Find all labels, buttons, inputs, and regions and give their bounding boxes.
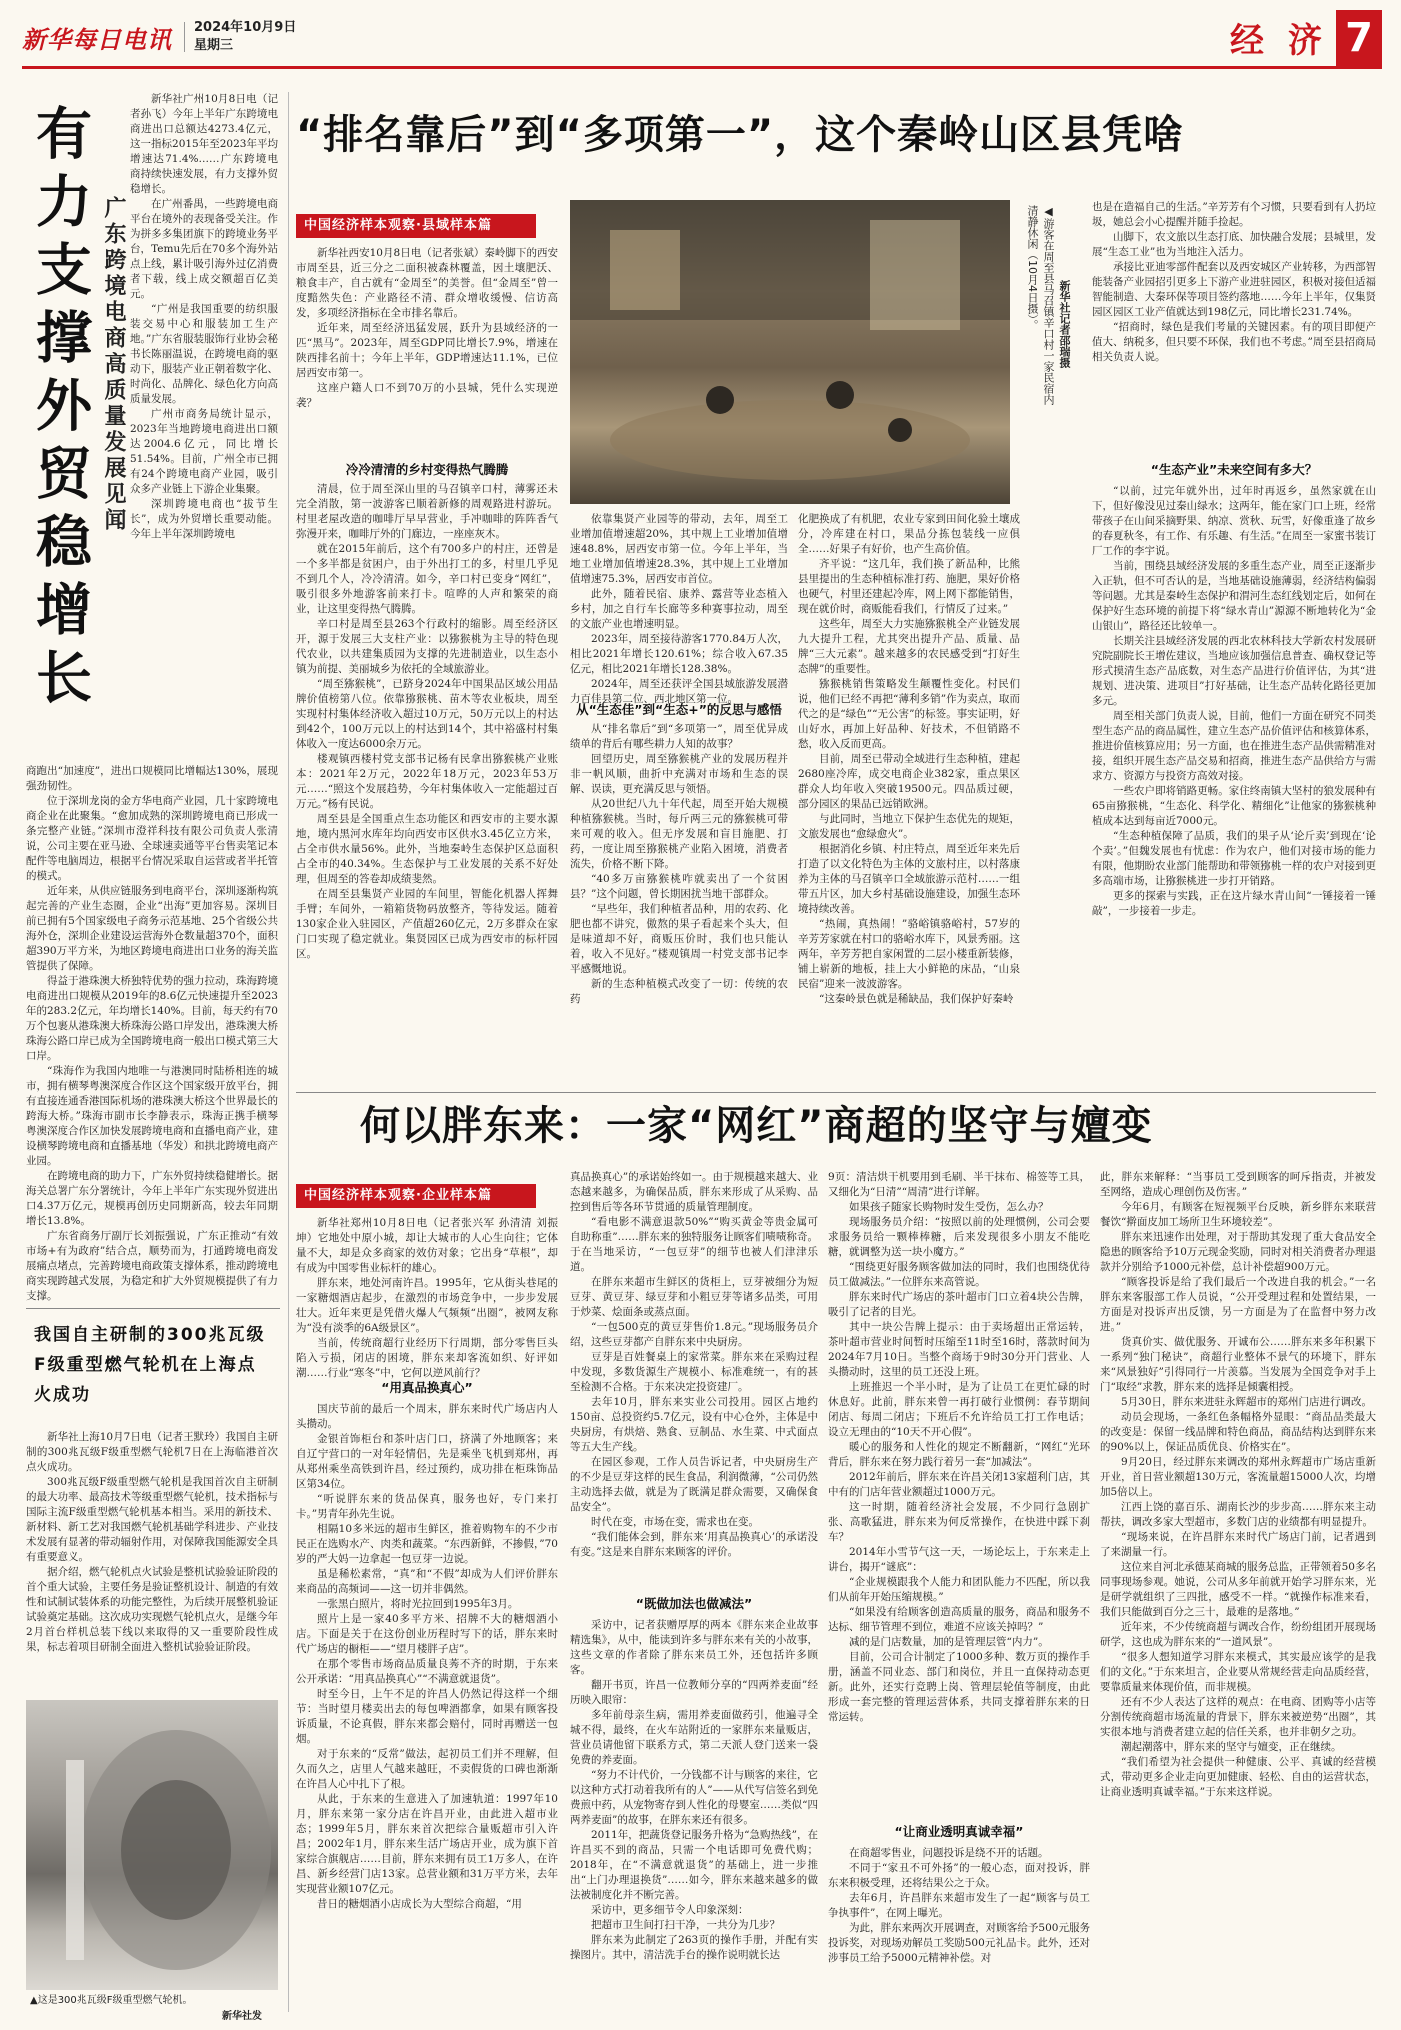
- paragraph: 豆芽是百姓餐桌上的家常菜。胖东来在采购过程中发现，多数货源生产规模小、标准难统一，有的甚至检测不合格。于东来决定投资建厂。: [570, 1351, 818, 1393]
- paragraph: 把超市卫生间打扫干净，一共分为几步？: [591, 1919, 780, 1931]
- paragraph: “我们能体会到，胖东来‘用真品换真心’的承诺没有变。”这是来自胖东来顾客的评价。: [570, 1531, 818, 1558]
- paragraph: 在跨境电商的助力下，广东外贸持续稳健增长。据海关总署广东分署统计，今年上半年广东实现外贸进出口4.37万亿元，规模再创历史同期新高，较去年同期增长13.8%。: [26, 1170, 278, 1227]
- top-subhead-2: 从“生态佳”到“生态+”的反思与感悟: [576, 702, 782, 717]
- turbine-article-body: [26, 1430, 278, 1690]
- column-rule: [288, 92, 289, 2012]
- paragraph: 辛口村是周至县263个行政村的缩影。周至经济区开，源于发展三大支柱产业：以猕猴桃为主导的特色现代农业，以共建集质园为支撑的先进制造业，以生态小镇为前提、美丽城乡为依托的全域旅游业。: [296, 618, 558, 675]
- homestay-photo-credit: 新华社记者邵瑞摄: [1058, 280, 1071, 368]
- paragraph: 采访中，记者获赠厚厚的两本《胖东来企业故事精选集》，从中，能读到许多与胖东来有关的小故事，这些文章的作者除了胖东来员工外，还包括许多顾客。: [570, 1619, 818, 1676]
- paragraph: 在那个零售市场商品质量良莠不齐的时期，于东来公开承诺：“用真品换真心”“不满意就退货”。: [296, 1658, 558, 1685]
- paragraph: 更多的探索与实践，正在这片绿水青山间“一锤接着一锤敲”，一步接着一步走。: [1092, 890, 1376, 917]
- paragraph: 广州市商务局统计显示，2023年当地跨境电商进出口额达2004.6亿元，同比增长51.54%。目前，广州全市已拥有24个跨境电商产业园，吸引众多产业链上下游企业集聚。: [130, 408, 278, 495]
- left-headline: 有力支撑外贸稳增长: [27, 104, 92, 716]
- bottom-col-a2: [296, 1402, 558, 2014]
- paragraph: “这秦岭景色就是稀缺品，我们保护好秦岭: [819, 993, 1014, 1005]
- bottom-col-c: [828, 1170, 1090, 1810]
- paragraph: 广东省商务厅副厅长刘振强说，广东正推动“有效市场+有为政府”结合点，顺势而为，打通跨境电商发展痛点堵点，完善跨境电商政策支撑体系，推动跨境电商实现跨越式发展，为稳定和扩大外贸规模提供了有力支撑。: [26, 1230, 278, 1302]
- top-col-c: [798, 512, 1020, 1082]
- homestay-photo: [570, 200, 1010, 504]
- paragraph: 楼观镇西楼村党支部书记杨有民拿出猕猴桃产业账本：2021年2万元，2022年18万元，2023年53万元……“照这个发展趋势，今年村集体收入一定能超过百万元。”杨有民说。: [296, 753, 558, 810]
- bottom-subhead-1: “用真品换真心”: [381, 1380, 473, 1395]
- paragraph: 当前，围绕县域经济发展的多重生态产业，周至正逐渐步入正轨，但不可否认的是，当地基础设施薄弱，经济结构偏弱等问题。尤其是秦岭生态保护和渭河生态红线划定后，如何在保护好生态环境的前提下将“绿水青山”源源不断地转化为“金山银山”，路径还比较单一。: [1092, 560, 1376, 632]
- paragraph: “热闹，真热闹！”骆峪镇骆峪村，57岁的辛芳芳家就在村口的骆峪水库下，风景秀丽。这两年，辛芳芳把自家闲置的二层小楼重新装修，铺上崭新的地板，挂上大小鲜艳的床品，“山泉民宿”迎来一波波游客。: [798, 918, 1020, 990]
- paragraph: 2014年小雪节气这一天，一场论坛上，于东来走上讲台，揭开“谜底”：: [828, 1546, 1090, 1573]
- paragraph: “招商时，绿色是我们考量的关键因素。有的项目即便产值大、纳税多，但只要不环保，我们也不考虑。”周至县招商局相关负责人说。: [1092, 321, 1376, 363]
- article-separator: [26, 1308, 280, 1309]
- paragraph: 今年6月，有顾客在短视频平台反映，新乡胖东来联营餐饮“擀面皮加工场所卫生环境较差”。: [1100, 1201, 1376, 1228]
- top-subhead-1: 冷冷清清的乡村变得热气腾腾: [345, 462, 509, 477]
- top-col-b2: [570, 722, 788, 1082]
- turbine-illustration: [26, 1700, 278, 1990]
- paragraph: 周至县是全国重点生态功能区和西安市的主要水源地，境内黑河水库年均向西安市区供水3.45亿立方米，占全市供水量56%。此外，当地秦岭生态保护区总面积占全市的40.34%。生态保护与工业发展的关系不好处理，但周至的答卷却成绩斐然。: [296, 813, 558, 885]
- paragraph: 就在2015年前后，这个有700多户的村庄，还曾是一个多半都是贫困户，由于外出打工的多，村里几乎见不到几个人，冷冷清清。如今，辛口村已变身“网红”，吸引很多外地游客前来打卡。喧哗的人声和繁荣的商业，让这里变得热气腾腾。: [296, 543, 558, 615]
- paragraph: 承接比亚迪零部件配套以及西安城区产业转移，为西部智能装备产业园招引更多上下游产业进驻园区，积极对接但适福智能制造、大秦环保等项目签约落地……今年上半年，仅集贤园区园区工业产值就达到198亿元，同比增长231.74%。: [1092, 261, 1376, 318]
- bottom-col-a: [296, 1216, 558, 1379]
- bottom-article-tag: 中国经济样本观察·企业样本篇: [296, 1184, 536, 1208]
- paragraph: 上班推迟一个半小时，是为了让员工在更忙碌的时休息好。此前，胖东来曾一再打破行业惯例：春节期间闭店、每周二闭店；下班后不允许给员工打工作电话；设立无理由的“10天不开心假”。: [828, 1381, 1090, 1438]
- paragraph: “企业规模跟我个人能力和团队能力不匹配，所以我们从前年开始压缩规模。”: [828, 1576, 1090, 1603]
- paragraph: “我们希望为社会提供一种健康、公平、真诚的经营模式，带动更多企业走向更加健康、轻松、自由的运营状态，让商业透明真诚幸福。”于东来这样说。: [1100, 1756, 1376, 1798]
- paragraph: 与此同时，当地立下保护生态优先的规矩，文旅发展也“愈绿愈火”。: [798, 813, 1020, 840]
- paragraph: 如果孩子随家长购物时发生受伤，怎么办？: [849, 1201, 1049, 1213]
- paragraph: “现场来说，在许昌胖东来时代广场店门前，记者遇到了来湖量一行。: [1100, 1531, 1376, 1558]
- paragraph: 300兆瓦级F级重型燃气轮机是我国首次自主研制的最大功率、最高技术等级重型燃气轮机，技术指标与国际主流F级重型燃气轮机基本相当。采用的新技术、新材料、新工艺对我国燃气轮机基础学科进步、产业技术发展有显著的带动辐射作用，对保障我国能源安全具有重要意义。: [26, 1476, 278, 1563]
- bottom-col-b2: [570, 1618, 818, 2014]
- paragraph: 近年来，周至经济迅猛发展，跃升为县域经济的一匹“黑马”。2023年，周至GDP同比增长7.9%，增速在陕西排名前十；今年上半年，GDP增速达11.1%，已位居西安市第一。: [296, 322, 558, 379]
- paragraph: 从20世纪八九十年代起，周至开始大规模种植猕猴桃。当时，每斤两三元的猕猴桃可带来可观的收入。但无序发展和盲目施肥、打药，一度让周至猕猴桃产业陷入困境，消费者流失，价格不断下降。: [570, 798, 788, 870]
- paragraph: 为此，胖东来两次开展调查，对顾客给予500元服务投诉奖，对现场劝解员工奖励500元礼品卡。此外，还对涉事员工给予5000元精神补偿。对: [828, 1922, 1090, 1964]
- paragraph: 清晨，位于周至深山里的马召镇辛口村，薄雾还未完全消散，第一波游客已顺着新修的周观路进村游玩。村里老屋改造的咖啡厅早早营业，手冲咖啡的阵阵香气弥漫开来，咖啡厅外的门廊边，一座座灰木。: [296, 483, 558, 540]
- top-col-b: [570, 512, 788, 705]
- paragraph: “听说胖东来的货品保真，服务也好，专门来打卡。”男青年孙先生说。: [296, 1493, 558, 1520]
- bottom-subhead-2: “既做加法也做减法”: [635, 1596, 753, 1611]
- top-col-d2: [1092, 484, 1376, 1082]
- paragraph: “以前，过完年就外出，过年时再返乡，虽然家就在山下，但好像没见过秦山绿水；这两年，能在家门口上班，经常带孩子在山间采摘野果、纳凉、赏秋、玩雪，好像重逢了故乡的春夏秋冬，有工作、有乐趣、有生活。”在周至一家蜜书装订厂工作的李宇说。: [1092, 485, 1376, 557]
- header-rule: [22, 66, 1382, 69]
- paragraph: 2024年，周至还获评全国县域旅游发展潜力百佳县第二位、西北地区第一位。: [570, 678, 788, 705]
- paragraph: 昔日的糖烟酒小店成长为大型综合商超，“用: [317, 1898, 522, 1910]
- paragraph: 这座户籍人口不到70万的小县城，凭什么实现逆袭？: [296, 382, 558, 409]
- paragraph: 商跑出“加速度”，进出口规模同比增幅达130%，展现强劲韧性。: [26, 765, 278, 792]
- paragraph: 此，胖东来解释：“当事员工受到顾客的呵斥指责，并被发至网络，造成心理创伤及伤害。”: [1100, 1171, 1376, 1198]
- paragraph: 在广州番禺，一些跨境电商平台在境外的表现备受关注。作为拼多多集团旗下的跨境业务平台，Temu先后在70多个海外站点上线，累计吸引海外过亿消费者下载，线上成交额超百亿美元。: [130, 198, 278, 300]
- turbine-headline: 我国自主研制的300兆瓦级F级重型燃气轮机在上海点火成功: [34, 1325, 266, 1405]
- paragraph: 2023年，周至接待游客1770.84万人次，相比2021年增长120.61%；综合收入67.35亿元，相比2021年增长128.38%。: [570, 633, 788, 675]
- paragraph: 也是在造福自己的生活。”辛芳芳有个习惯，只要看到有人扔垃圾，她总会小心提醒并随手捡起。: [1092, 201, 1376, 228]
- paragraph: 从此，于东来的生意进入了加速轨道：1997年10月，胖东来第一家分店在许昌开业，由此进入超市业态；1999年5月，胖东来首次把综合量贩超市引入许昌；2002年1月，胖东来生活广场店开业，成为旗下首家综合旗舰店……目前，胖东来拥有员工1万多人，在许昌、新乡经营门店13家。总营业额和31万平方米，去年实现营业额107亿元。: [296, 1793, 558, 1895]
- paragraph: 去年10月，胖东来实业公司投用。园区占地约150亩、总投资约5.7亿元，设有中心仓外，主体是中央厨房，有烘焙、熟食、豆制品、水生菜、中式面点等五大生产线。: [570, 1396, 818, 1453]
- paragraph: 据介绍，燃气轮机点火试验是整机试验验证阶段的首个重大试验，主要任务是验证整机设计、制造的有效性和试制试装体系的功能完整性，为后续开展整机验证试验奠定基础。这次成功实现燃气轮机点火，是继今年2月首台样机总装下线以来取得的又一重要阶段性成果，标志着项目研制全面进入整机试验验证阶段。: [26, 1566, 278, 1653]
- paragraph: 采访中，更多细节令人印象深刻：: [591, 1904, 749, 1916]
- turbine-photo: [26, 1700, 278, 1990]
- paragraph: 新华社广州10月8日电（记者孙飞）今年上半年广东跨境电商进出口总额达4273.4亿元，这一指标2015年至2023年平均增速达71.4%……广东跨境电商持续快速发展，有力支撑外贸稳增长。: [130, 93, 278, 195]
- newspaper-logo: 新华每日电讯: [22, 25, 172, 54]
- paragraph: “努力不计代价，一分钱都不计与顾客的来往，它以这种方式打动着我所有的人”——从代写信签名到免费煎中药，从宠物寄存到人性化的母婴室……类似“四两养麦面”的故事，在胖东来还有很多。: [570, 1769, 818, 1826]
- paragraph: 在园区参观，工作人员告诉记者，中央厨房生产的不少是豆芽这样的民生食品，利润微薄，“公司仍然主动选择去做，就是为了既满足群众需要，又确保食品安全”。: [570, 1456, 818, 1513]
- paragraph: 相隔10多米远的超市生鲜区，推着购物车的不少市民正在选购水产、肉类和蔬菜。“东西新鲜，不掺假，”70岁的严大妈一边拿起一包豆芽一边说。: [296, 1523, 558, 1565]
- paragraph: 胖东来，地处河南许昌。1995年，它从街头巷尾的一家糖烟酒店起步，在激烈的市场竞争中，一步步发展壮大。近年来更是凭借火爆人气频频“出圈”，被网友称为“没有淡季的6A级景区”。: [296, 1277, 558, 1334]
- paragraph: 潮起潮落中，胖东来的坚守与嬗变，正在继续。: [1121, 1741, 1342, 1753]
- paragraph: 一张黑白照片，将时光拉回到1995年3月。: [317, 1598, 519, 1610]
- paragraph: 这位来自河北承德某商城的服务总监，正带领着50多名同事现场参观。她说，公司从多年前就开始学习胖东来，光是研学就组织了三四批，感受不一样。“就操作标准来看，我们只能做到百分之三十，最难的是落地。”: [1100, 1561, 1376, 1618]
- paragraph: 新华社郑州10月8日电（记者张兴军 孙清清 刘振坤）它地处中原小城，却让大城市的人心生向往；它体量不大，却是众多商家的效仿对象；它出身“草根”，却有成为中国零售业标杆的雄心。: [296, 1217, 558, 1274]
- paragraph: 此外，随着民宿、康养、露营等业态植入乡村，加之自行车长廊等多种赛事拉动，周至的文旅产业也增速明显。: [570, 588, 788, 630]
- paragraph: 时代在变，市场在变，需求也在变。: [591, 1516, 759, 1528]
- top-col-a2: [296, 482, 558, 1082]
- paragraph: 新华社上海10月7日电（记者王默玲）我国自主研制的300兆瓦级F级重型燃气轮机7日在上海临港首次点火成功。: [26, 1431, 278, 1473]
- paragraph: 齐平说：“这几年，我们换了新品种，比熊县里提出的生态种植标准打药、施肥，果好价格也硬气，村里还建起冷库，网上网下都能销售，现在就价时，商贩能看我们，行情反了过来。”: [798, 558, 1020, 615]
- top-col-a: [296, 246, 558, 456]
- paragraph: 在商超零售业，问题投诉是绕不开的话题。: [849, 1847, 1049, 1859]
- paragraph: “40多万亩猕猴桃咋就卖出了一个贫困县？”这个问题，曾长期困扰当地干部群众。: [570, 873, 788, 900]
- paragraph: 对于东来的“反常”做法，起初员工们并不理解，但久而久之，店里人气越来越旺，不卖假货的口碑也渐渐在许昌人心中扎下了根。: [296, 1748, 558, 1790]
- paragraph: 货真价实、做优服务、开诚布公……胖东来多年积累下一系列“独门秘诀”，商超行业整体不景气的环境下，胖东来“风景独好”引得同行一片羡慕。当发展为全国竞争对手上门“取经”求教，胖东来的选择是倾囊相授。: [1100, 1336, 1376, 1393]
- paragraph: 9月20日，经过胖东来调改的郑州永辉超市广场店重新开业，首日营业额超130万元，客流量超15000人次，均增加5倍以上。: [1100, 1456, 1376, 1498]
- paragraph: 还有不少人表达了这样的观点：在电商、团购等小店等分割传统商超市场流量的背景下，胖东来被逆势“出圈”，其实很本地与消费者建立起的信任关系，也并非朝夕之功。: [1100, 1696, 1376, 1738]
- paragraph: “广州是我国重要的纺织服装交易中心和服装加工生产地。”广东省服装服饰行业协会秘书长陈丽温说，在跨境电商的驱动下，服装产业正朝着数字化、时尚化、品牌化、绿色化方向高质量发展。: [130, 303, 278, 405]
- paragraph: 这一时期，随着经济社会发展，不少同行急剧扩张、高歌猛进，胖东来为何反常操作，在快进中踩下刹车？: [828, 1501, 1090, 1543]
- homestay-photo-caption: ◀游客在周至县马召镇辛口村一家民宿内清静休闲（10月4日摄）。: [1026, 205, 1055, 405]
- paragraph: “如果没有给顾客创造高质量的服务，商品和服务不达标、细节管理不到位，难道不应该关掉吗？”: [828, 1606, 1090, 1633]
- section-title: 经 济: [1230, 21, 1328, 61]
- paragraph: 依靠集贤产业园等的带动，去年，周至工业增加值增速超20%，其中规上工业增加值增速48.8%，居西安市第一位。今年上半年，当地工业增加值增速28.3%，其中规上工业增加值增速75.3%，居西安市首位。: [570, 513, 788, 585]
- paragraph: 化肥换成了有机肥，农业专家到田间化验土壤成分，冷库建在村口，果品分拣包装线一应俱全……好果子有好价，也产生高价值。: [798, 513, 1020, 555]
- bottom-col-b: [570, 1170, 818, 1586]
- masthead: [22, 10, 1382, 62]
- paragraph: 现场服务员介绍：“按照以前的处理惯例，公司会要求服务员给一颗棒棒糖，后来发现很多小朋友不能吃糖，就调整为送一块小魔方。”: [828, 1216, 1090, 1258]
- paragraph: 这些年，周至大力实施猕猴桃全产业链发展九大提升工程，尤其突出提升产品、质量、品牌“三大元素”。越来越多的农民感受到“打好生态牌”的重要性。: [798, 618, 1020, 675]
- paragraph: 照片上是一家40多平方米、招牌不大的糖烟酒小店。下面是关于在这份创业历程时写下的话，胖东来时代广场店的橱柜——“望月楼胖子店”。: [296, 1613, 558, 1655]
- header-divider: [184, 22, 185, 52]
- paragraph: 2011年，把蔬货登记服务升格为“急购热线”，在许昌买不到的商品，只需一个电话即可免费代购；2018年，在“不满意就退货”的基础上，进一步推出“上门办理退换货”……如今，胖东来越来越多的做法被制度化并不断完善。: [570, 1829, 818, 1901]
- top-article-tag: 中国经济样本观察·县域样本篇: [296, 214, 536, 238]
- issue-weekday: 星期三: [194, 38, 234, 53]
- paragraph: 其中一块公告牌上提示：由于卖场超出正常运转，茶叶超市营业时间暂时压缩至11时至16时，落款时间为2024年7月10日。当整个商场于9时30分开门营业、人头攒动时，这里的员工还没上班。: [828, 1321, 1090, 1378]
- top-subhead-3: “生态产业”未来空间有多大？: [1150, 462, 1318, 477]
- turbine-photo-credit: 新华社发: [222, 2011, 262, 2022]
- paragraph: 得益于港珠澳大桥独特优势的强力拉动，珠海跨境电商进出口规模从2019年的8.6亿元快速提升至2023年的283.2亿元，年均增长140%。目前，每天约有70万个包裹从港珠澳大桥珠海公路口岸发出，港珠澳大桥珠海公路口岸已成为全国跨境电商一般出口模式第三大口岸。: [26, 975, 278, 1062]
- bottom-headline: 何以胖东来：一家“网红”商超的坚守与嬗变: [360, 1103, 1153, 1149]
- paragraph: 9页：清洁烘干机要用到毛刷、半干抹布、棉签等工具，又细化为“日清”“周清”进行详解。: [828, 1171, 1090, 1198]
- paragraph: 新华社西安10月8日电（记者张斌）秦岭脚下的西安市周至县，近三分之二面积被森林覆盖，因土壤肥沃、粮食丰产，自古就有“金周至”的美誉。但“金周至”曾一度黯然失色：产业路径不清、群众增收缓慢、信访高发，多项经济指标在全市排名靠后。: [296, 247, 558, 319]
- paragraph: “周至猕猴桃”，已跻身2024年中国果品区域公用品牌价值榜第八位。依靠猕猴桃、苗木等农业板块，周至实现村村集体经济收入超过10万元，50万元以上的村达到42个，100万元以上的村达到14个，其中裕盛村村集体收入一度达6000余万元。: [296, 678, 558, 750]
- paragraph: 近年来，从供应链服务到电商平台，深圳逐渐构筑起完善的产业生态圈，企业“出海”更加容易。深圳目前已拥有5个国家级电子商务示范基地、25个省级公共海外仓，深圳企业建设运营海外仓数量超370个，面积超390万平方米，为地区跨境电商进出口业务的海关监管提供了保障。: [26, 885, 278, 972]
- paragraph: “很多人想知道学习胖东来模式，其实最应该学的是我们的文化。”于东来坦言，企业要从常规经营走向品质经营，要靠质量来体现价值，而非规模。: [1100, 1651, 1376, 1693]
- paragraph: 长期关注县域经济发展的西北农林科技大学新农村发展研究院副院长王增佐建议，当地应该加强信息普查、确权登记等形式摸清生态产品底数，对生态产品进行价值评估，为其“进规划、进决策、进项目”打好基础，让生态产品转化路径更加多元。: [1092, 635, 1376, 707]
- turbine-photo-caption: ▲这是300兆瓦级F级重型燃气轮机。: [30, 1995, 193, 2006]
- paragraph: 胖东来时代广场店的茶叶超市门口立着4块公告牌，吸引了记者的目光。: [828, 1291, 1090, 1318]
- paragraph: 去年6月，许昌胖东来超市发生了一起“顾客与员工争执事件”，在网上曝光。: [828, 1892, 1090, 1919]
- paragraph: 多年前母亲生病，需用养麦面做药引，他遍寻全城不得，最终，在火车站附近的一家胖东来量贩店，营业员请他留下联系方式，第二天派人登门送来一袋免费的养麦面。: [570, 1709, 818, 1766]
- paragraph: “顾客投诉是给了我们最后一个改进自我的机会。”一名胖东来客服部工作人员说，“公开受理过程和处置结果，一方面是对投诉声出反馈，另一方面是为了在监督中努力改进。”: [1100, 1276, 1376, 1333]
- paragraph: 从“排名靠后”到“多项第一”，周至优异成绩单的背后有哪些耕力人知的故事？: [570, 723, 788, 750]
- paragraph: 减的是门店数量，加的是管理层管“内力”。: [849, 1636, 1049, 1648]
- paragraph: 金银首饰柜台和茶叶店门口，挤满了外地顾客；来自辽宁营口的一对年轻情侣，先是乘坐飞机到郑州，再从郑州乘坐高铁到许昌，经过预约，成功排在柜珠饰品区第34位。: [296, 1433, 558, 1490]
- paragraph: 不同于“家丑不可外扬”的一般心态，面对投诉，胖东来积极受理，还将结果公之于众。: [828, 1862, 1090, 1889]
- bottom-subhead-3: “让商业透明真诚幸福”: [894, 1824, 1024, 1839]
- paragraph: 山脚下，农文旅以生态打底、加快融合发展；县城里，发展“生态工业”也为当地注入活力。: [1092, 231, 1376, 258]
- paragraph: 动员会现场，一条红色条幅格外显眼：“商品品类最大的改变是：保留一线品牌和特色商品，商品结构达到胖东来的90%以上，保证品质优良、价格实在”。: [1100, 1411, 1376, 1453]
- paragraph: 猕猴桃销售策略发生颠覆性变化。村民们说，他们已经不再把“薄利多销”作为卖点，取而代之的是“绿色”“无公害”的标签。事实证明，好山好水，再加上好品种、好技术，不但销路不愁，收入反而更高。: [798, 678, 1020, 750]
- paragraph: 5月30日，胖东来进驻永辉超市的郑州门店进行调改。: [1121, 1396, 1373, 1408]
- bottom-col-c2: [828, 1846, 1090, 2014]
- homestay-illustration: [570, 200, 1010, 504]
- paragraph: “珠海作为我国内地唯一与港澳同时陆桥相连的城市，拥有横琴粤澳深度合作区这个国家级开放平台，拥有直接连通香港国际机场的港珠澳大桥这个世界最长的跨海大桥。”珠海市副市长李静表示，珠海正携手横琴粤澳深度合作区加快发展跨境电商和直播电商产业，建设横琴跨境电商和直播基地（华发）和拱北跨境电商产业园。: [26, 1065, 278, 1167]
- paragraph: “早些年，我们种植者品种，用的农药、化肥也都不讲究，傲熬的果子看起来个头大，但是味道却不好，商贩压价时，我们也只能认着，收入不见好。”楼观镇周一村党支部书记李平感慨地说。: [570, 903, 788, 975]
- paragraph: 一些农户即将销路更畅。家住终南镇大坚村的狼发展种有65亩猕猴桃，“生态化、科学化、精细化”让他家的猕猴桃种植成本达到每亩近7000元。: [1092, 785, 1376, 827]
- paragraph: 当前，传统商超行业经历下行周期，部分零售巨头陷入亏损，闭店的困境，胖东来却客流如织、好评如潮……行业“寒冬”中，它何以逆风前行？: [296, 1337, 558, 1379]
- paragraph: 位于深圳龙岗的金方华电商产业园，几十家跨境电商企业在此聚集。“愈加成熟的深圳跨境电商已形成一条完整产业链。”深圳市澄祥科技有限公司负责人张清说，公司主要在亚马逊、全球速卖通等平台售卖笔记本配件等电脑周边，根据平台情况采取自运营或者半托管的模式。: [26, 795, 278, 882]
- paragraph: 暖心的服务和人性化的规定不断翻新，“网红”光环背后，胖东来在努力践行着另一套“加减法”。: [828, 1441, 1090, 1468]
- paragraph: 胖东来迅速作出处理，对于帮助其发现了重大食品安全隐患的顾客给予10万元现金奖励，同时对相关消费者办理退款并分别给予1000元补偿，总计补偿超900万元。: [1100, 1231, 1376, 1273]
- left-article-col1: [130, 92, 278, 760]
- paragraph: “一包500克的黄豆芽售价1.8元。”现场服务员介绍，这些豆芽都产自胖东来中央厨房。: [570, 1321, 818, 1348]
- paragraph: 近年来，不少传统商超与调改合作，纷纷组团开展现场研学，这也成为胖东来的“一道风景”。: [1100, 1621, 1376, 1648]
- paragraph: 回望历史，周至猕猴桃产业的发展历程并非一帆风顺，曲折中充满对市场和生态的误解、误读，更充满反思与领悟。: [570, 753, 788, 795]
- paragraph: 江西上饶的嘉百乐、湖南长沙的步步高……胖东来主动帮扶，调改多家大型超市，多数门店的业绩都有明显提升。: [1100, 1501, 1376, 1528]
- paragraph: 目前，公司合计制定了1000多种、数万页的操作手册，涵盖不同业态、部门和岗位，并且一直保持动态更新。此外，还实行竞聘上岗、管理层轮值等制度，由此形成一套完整的管理运营体系，共同支撑着胖东来的日常运转。: [828, 1651, 1090, 1723]
- paragraph: “生态种植保障了品质，我们的果子从‘论斤卖’到现在‘论个卖’。”但魏发展也有忧虑：作为农户，他们对接市场的能力有限，他期盼农业部门能帮助和带领猕桃一样的农户对接到更多高端市场，让猕猴桃进一步打开销路。: [1092, 830, 1376, 887]
- paragraph: 目前，周至已带动全域进行生态种植，建起2680座冷库，成交电商企业382家，重点果区群众人均年收入突破19500元。四品质过硬，部分园区的果品已远销欧洲。: [798, 753, 1020, 810]
- issue-date: 2024年10月9日: [194, 20, 297, 35]
- left-subheadline: 广东跨境电商高质量发展见闻: [101, 196, 126, 534]
- paragraph: 时至今日，上午不足的许昌人仍然记得这样一个细节：当时望月楼卖出去的每包啤酒都拿，如果有顾客投诉质量，不论真假，胖东来都会赔付，同时再赠送一包烟。: [296, 1688, 558, 1745]
- paragraph: 真品换真心”的承诺始终如一。由于规模越来越大、业态越来越多，为确保品质，胖东来形成了从采购、品控到售后等各环节贯通的质量管理制度。: [570, 1171, 818, 1213]
- article-separator: [296, 1092, 1376, 1093]
- paragraph: 翻开书页，许昌一位教师分享的“四两养麦面”经历映入眼帘：: [570, 1679, 818, 1706]
- bottom-col-d: [1100, 1170, 1376, 2014]
- paragraph: 2012年前后，胖东来在许昌关闭13家超利门店，其中有的门店年营业额超过1000万元。: [828, 1471, 1090, 1498]
- paragraph: 在周至县集贤产业园的车间里，智能化机器人挥舞手臂；车间外，一箱箱货物码放整齐，等待发运。随着130家企业入驻园区，产值超260亿元，2万多群众在家门口实现了稳定就业。集贤园区已成为西安市的标杆园区。: [296, 888, 558, 960]
- top-col-d: [1092, 200, 1376, 450]
- paragraph: 国庆节前的最后一个周末，胖东来时代广场店内人头攒动。: [296, 1403, 558, 1430]
- paragraph: 胖东来为此制定了263页的操作手册，并配有实操图片。其中，清洁洗手台的操作说明就长达: [570, 1934, 818, 1961]
- page-number: 7: [1336, 10, 1382, 66]
- paragraph: 虽是稀松素常，“真”和“不假”却成为人们评价胖东来商品的高频词——这一切并非偶然。: [296, 1568, 558, 1595]
- paragraph: 在胖东来超市生鲜区的货柜上，豆芽被细分为短豆芽、黄豆芽、绿豆芽和小粗豆芽等诸多品类，可用于炒菜、烩面条或蒸点面。: [570, 1276, 818, 1318]
- paragraph: 深圳跨境电商也“拔节生长”，成为外贸增长重要动能。今年上半年深圳跨境电: [130, 498, 278, 540]
- paragraph: 新的生态种植模式改变了一切：传统的农药: [570, 978, 788, 1005]
- paragraph: 周至相关部门负责人说，目前，他们一方面在研究不同类型生态产品的商品属性，建立生态产品价值评估和核算体系，推进价值核算应用；另一方面，也在推进生态产品供需精准对接，组织开展生态产品交易和招商，推进生态产品供给方与需求方、资源方与投资方高效对接。: [1092, 710, 1376, 782]
- paragraph: “看电影不满意退款50%”“购买黄金等贵金属可自助称重”……胖东来的独特服务让顾客们啧啧称奇。于在当地采访，“一包豆芽”的细节也被人们津津乐道。: [570, 1216, 818, 1273]
- top-headline: “排名靠后”到“多项第一”，这个秦岭山区县凭啥: [296, 112, 1185, 158]
- paragraph: “围绕更好服务顾客做加法的同时，我们也围绕优待员工做减法。”一位胖东来高管说。: [828, 1261, 1090, 1288]
- paragraph: 根据消化乡镇、村庄特点，周至近年来先后打造了以文化特色为主体的文旅村庄，以村落康养为主体的马召镇辛口全域旅游示范村……一组带五片区，加大乡村基础设施建设，加强生态环境持续改善。: [798, 843, 1020, 915]
